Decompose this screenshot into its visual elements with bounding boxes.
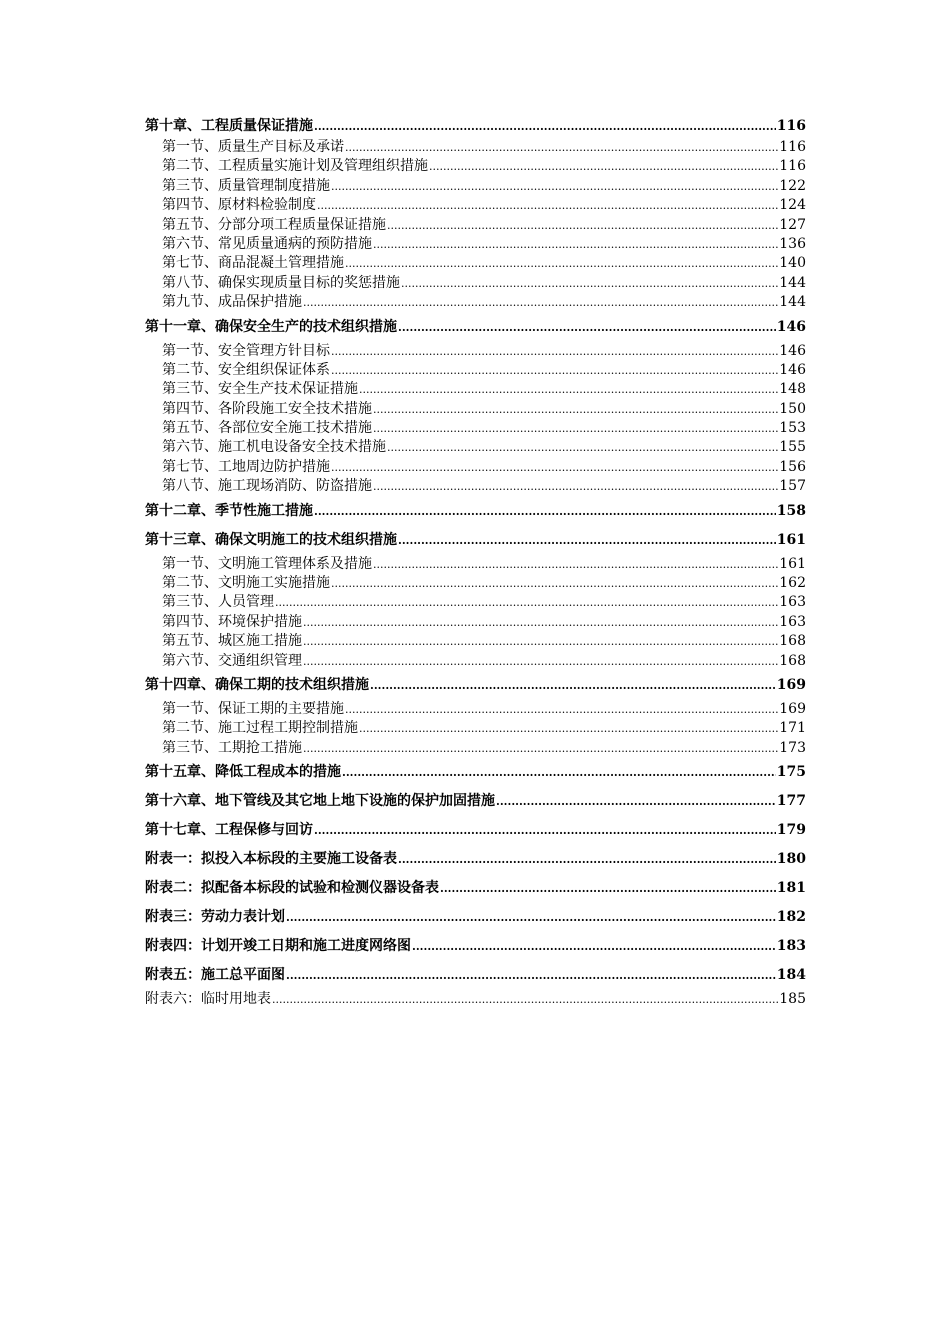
toc-page-number: 124: [779, 197, 806, 214]
toc-section-entry[interactable]: [145, 652, 806, 671]
toc-page-number: 177: [776, 793, 806, 810]
toc-chapter-entry[interactable]: [145, 874, 806, 903]
toc-entry-title: 第四节、环境保护措施: [162, 613, 302, 630]
toc-dot-leader: [303, 613, 778, 632]
toc-section-entry[interactable]: [145, 700, 806, 719]
toc-entry-title: 第六节、交通组织管理: [162, 652, 302, 669]
toc-chapter-entry[interactable]: [145, 961, 806, 990]
toc-section-entry[interactable]: [145, 361, 806, 380]
toc-dot-leader: [331, 458, 778, 477]
toc-entry-title: 第八节、施工现场消防、防盗措施: [162, 478, 372, 495]
toc-page-number: 155: [779, 439, 806, 456]
toc-entry-title: 附表四：计划开竣工日期和施工进度网络图: [145, 938, 411, 955]
toc-page-number: 146: [779, 361, 806, 378]
toc-section-entry[interactable]: [145, 138, 806, 157]
toc-page-number: 122: [779, 177, 806, 194]
toc-entry-title: 第四节、各阶段施工安全技术措施: [162, 400, 372, 417]
toc-dot-leader: [373, 419, 778, 438]
toc-dot-leader: [387, 216, 778, 235]
toc-dot-leader: [398, 313, 776, 342]
toc-entry-title: 第十七章、工程保修与回访: [145, 822, 313, 839]
toc-entry-title: 第三节、质量管理制度措施: [162, 177, 330, 194]
toc-entry-title: 附表五：施工总平面图: [145, 967, 285, 984]
toc-section-entry[interactable]: [145, 157, 806, 176]
toc-entry-title: 第十二章、季节性施工措施: [145, 502, 313, 519]
toc-dot-leader: [272, 990, 778, 1009]
toc-entry-title: 第二节、工程质量实施计划及管理组织措施: [162, 158, 428, 175]
toc-dot-leader: [373, 555, 778, 574]
toc-page-number: 163: [779, 594, 806, 611]
toc-dot-leader: [303, 632, 778, 651]
toc-dot-leader: [440, 874, 776, 903]
toc-page-number: 127: [779, 216, 806, 233]
toc-page-number: 183: [776, 938, 806, 955]
toc-section-entry[interactable]: [145, 458, 806, 477]
toc-entry-title: 第四节、原材料检验制度: [162, 197, 316, 214]
toc-section-entry[interactable]: [145, 342, 806, 361]
toc-section-entry[interactable]: [145, 274, 806, 293]
toc-dot-leader: [345, 254, 778, 273]
toc-dot-leader: [345, 700, 778, 719]
toc-chapter-entry[interactable]: [145, 816, 806, 845]
toc-entry-title: 第五节、各部位安全施工技术措施: [162, 420, 372, 437]
toc-dot-leader: [286, 903, 776, 932]
toc-entry-title: 第二节、文明施工实施措施: [162, 575, 330, 592]
toc-dot-leader: [314, 115, 776, 139]
toc-page-number: 179: [776, 822, 806, 839]
toc-chapter-entry[interactable]: [145, 787, 806, 816]
toc-page-number: 116: [776, 118, 806, 134]
toc-page-number: 168: [779, 652, 806, 669]
toc-dot-leader: [387, 438, 778, 457]
toc-dot-leader: [331, 177, 778, 196]
toc-section-entry[interactable]: [145, 216, 806, 235]
toc-page-number: 175: [776, 764, 806, 781]
toc-page-number: 156: [779, 458, 806, 475]
toc-entry-title: 第十四章、确保工期的技术组织措施: [145, 676, 369, 693]
toc-entry-title: 附表二：拟配备本标段的试验和检测仪器设备表: [145, 880, 439, 897]
toc-dot-leader: [317, 196, 778, 215]
toc-entry-title: 附表一：拟投入本标段的主要施工设备表: [145, 851, 397, 868]
toc-section-entry[interactable]: [145, 574, 806, 593]
toc-section-entry[interactable]: [145, 293, 806, 312]
toc-entry-title: 第一节、质量生产目标及承诺: [162, 139, 344, 155]
toc-dot-leader: [331, 342, 778, 361]
toc-entry-title: 附表六：临时用地表: [145, 991, 271, 1008]
toc-dot-leader: [373, 400, 778, 419]
table-of-contents: [145, 114, 806, 1010]
toc-page-number: 171: [779, 720, 806, 737]
toc-page-number: 181: [776, 880, 806, 897]
toc-page-number: 162: [779, 575, 806, 592]
toc-entry-title: 第七节、工地周边防护措施: [162, 458, 330, 475]
toc-chapter-entry[interactable]: [145, 114, 806, 138]
toc-dot-leader: [286, 961, 776, 990]
toc-entry-title: 附表三：劳动力表计划: [145, 909, 285, 926]
toc-entry-title: 第八节、确保实现质量目标的奖惩措施: [162, 274, 400, 291]
toc-entry-title: 第三节、安全生产技术保证措施: [162, 381, 358, 398]
toc-section-entry[interactable]: [145, 400, 806, 419]
toc-dot-leader: [275, 593, 778, 612]
toc-entry-title: 第十章、工程质量保证措施: [145, 118, 313, 134]
toc-chapter-entry[interactable]: [145, 845, 806, 874]
toc-entry-title: 第一节、安全管理方针目标: [162, 342, 330, 359]
toc-entry-title: 第七节、商品混凝土管理措施: [162, 255, 344, 272]
toc-entry-title: 第二节、施工过程工期控制措施: [162, 720, 358, 737]
toc-section-entry[interactable]: [145, 380, 806, 399]
toc-page-number: 173: [779, 739, 806, 756]
toc-dot-leader: [314, 497, 776, 526]
toc-dot-leader: [401, 274, 778, 293]
toc-page-number: 180: [776, 851, 806, 868]
toc-section-entry[interactable]: [145, 419, 806, 438]
toc-page-number: 182: [776, 909, 806, 926]
toc-chapter-entry[interactable]: [145, 758, 806, 787]
toc-chapter-entry[interactable]: [145, 932, 806, 961]
toc-page-number: 140: [779, 255, 806, 272]
toc-page-number: 136: [779, 235, 806, 252]
toc-entry-title: 第十一章、确保安全生产的技术组织措施: [145, 318, 397, 335]
toc-dot-leader: [342, 758, 776, 787]
toc-entry-title: 第一节、文明施工管理体系及措施: [162, 555, 372, 572]
toc-dot-leader: [359, 380, 778, 399]
toc-section-entry[interactable]: [145, 719, 806, 738]
toc-entry-title: 第三节、人员管理: [162, 594, 274, 611]
toc-dot-leader: [429, 157, 778, 176]
toc-dot-leader: [398, 526, 776, 555]
toc-page-number: 185: [779, 991, 806, 1008]
toc-page-number: 144: [779, 294, 806, 311]
toc-section-entry[interactable]: [145, 177, 806, 196]
toc-page-number: 146: [776, 318, 806, 335]
toc-chapter-entry[interactable]: [145, 497, 806, 526]
toc-dot-leader: [303, 652, 778, 671]
toc-entry-title: 第十三章、确保文明施工的技术组织措施: [145, 531, 397, 548]
toc-section-entry[interactable]: [145, 438, 806, 457]
toc-page-number: 158: [776, 502, 806, 519]
toc-section-entry[interactable]: [145, 196, 806, 215]
toc-dot-leader: [331, 361, 778, 380]
toc-page-number: 161: [776, 531, 806, 548]
toc-page-number: 116: [779, 139, 806, 155]
toc-section-entry[interactable]: [145, 613, 806, 632]
toc-page-number: 144: [779, 274, 806, 291]
toc-section-entry[interactable]: [145, 235, 806, 254]
toc-dot-leader: [303, 739, 778, 758]
toc-section-entry[interactable]: [145, 632, 806, 651]
toc-page-number: 169: [779, 700, 806, 717]
toc-chapter-entry[interactable]: [145, 990, 806, 1009]
toc-entry-title: 第十六章、地下管线及其它地上地下设施的保护加固措施: [145, 793, 495, 810]
toc-dot-leader: [496, 787, 776, 816]
toc-entry-title: 第三节、工期抢工措施: [162, 739, 302, 756]
toc-entry-title: 第二节、安全组织保证体系: [162, 361, 330, 378]
toc-page-number: 157: [779, 478, 806, 495]
toc-entry-title: 第五节、城区施工措施: [162, 633, 302, 650]
toc-page-number: 146: [779, 342, 806, 359]
toc-dot-leader: [398, 845, 776, 874]
toc-chapter-entry[interactable]: [145, 671, 806, 700]
toc-chapter-entry[interactable]: [145, 903, 806, 932]
toc-entry-title: 第六节、常见质量通病的预防措施: [162, 235, 372, 252]
toc-chapter-entry[interactable]: [145, 313, 806, 342]
toc-dot-leader: [331, 574, 778, 593]
toc-section-entry[interactable]: [145, 593, 806, 612]
toc-dot-leader: [373, 477, 778, 496]
toc-chapter-entry[interactable]: [145, 526, 806, 555]
toc-dot-leader: [373, 235, 778, 254]
toc-page-number: 150: [779, 400, 806, 417]
toc-entry-title: 第九节、成品保护措施: [162, 294, 302, 311]
toc-section-entry[interactable]: [145, 477, 806, 496]
toc-dot-leader: [303, 293, 778, 312]
toc-page-number: 116: [779, 158, 806, 175]
toc-page-number: 169: [776, 676, 806, 693]
toc-entry-title: 第十五章、降低工程成本的措施: [145, 764, 341, 781]
toc-section-entry[interactable]: [145, 555, 806, 574]
toc-entry-title: 第六节、施工机电设备安全技术措施: [162, 439, 386, 456]
toc-page-number: 184: [776, 967, 806, 984]
toc-section-entry[interactable]: [145, 739, 806, 758]
toc-dot-leader: [345, 138, 778, 157]
toc-entry-title: 第五节、分部分项工程质量保证措施: [162, 216, 386, 233]
toc-page-number: 148: [779, 381, 806, 398]
toc-page-number: 153: [779, 420, 806, 437]
toc-page-number: 168: [779, 633, 806, 650]
toc-page-number: 163: [779, 613, 806, 630]
toc-dot-leader: [370, 671, 776, 700]
toc-page-number: 161: [779, 555, 806, 572]
toc-dot-leader: [359, 719, 778, 738]
toc-entry-title: 第一节、保证工期的主要措施: [162, 700, 344, 717]
toc-dot-leader: [314, 816, 776, 845]
toc-dot-leader: [412, 932, 776, 961]
toc-section-entry[interactable]: [145, 254, 806, 273]
